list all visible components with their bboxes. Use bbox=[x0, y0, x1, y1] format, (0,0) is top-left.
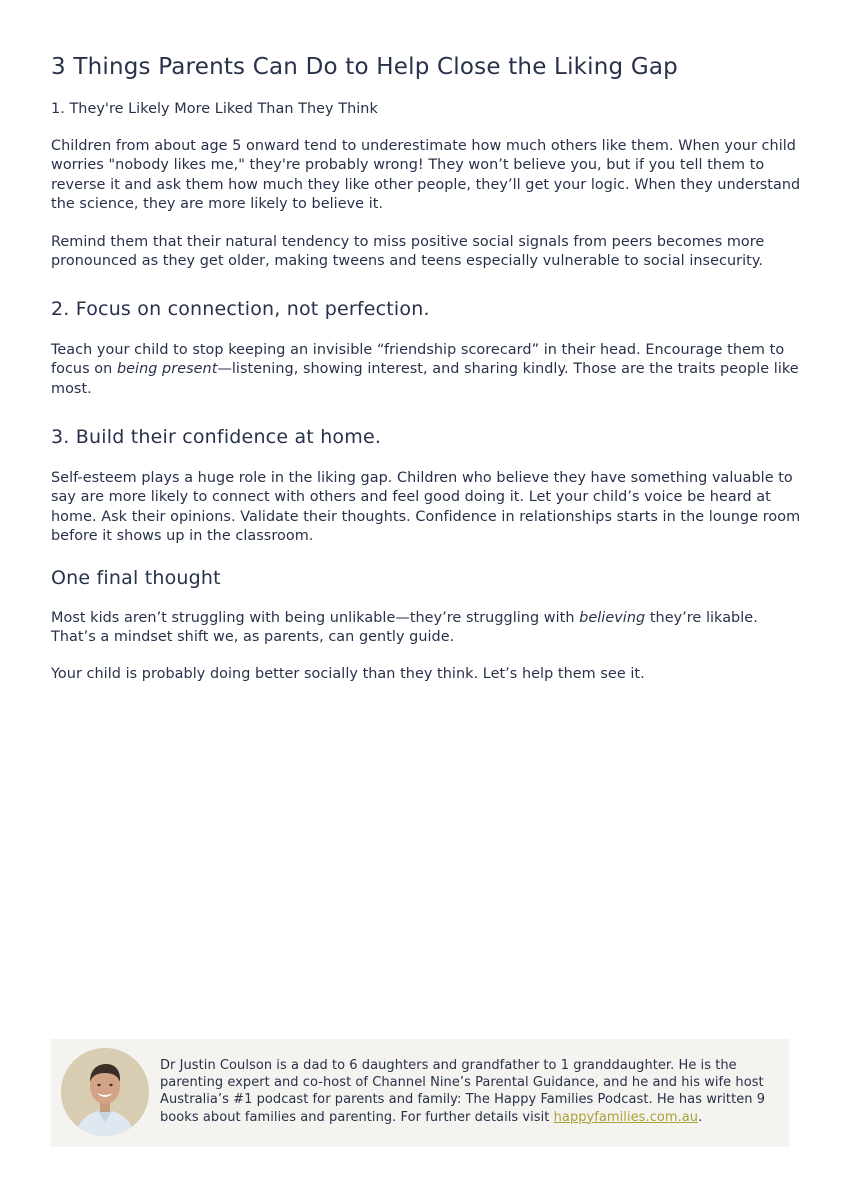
section-2-text-end: —listening, showing interest, and sharing kindly. Those are the traits people like most. bbox=[51, 361, 799, 397]
section-2-paragraph bbox=[51, 341, 803, 399]
final-thought-heading: One final thought bbox=[51, 567, 221, 589]
author-bio-end: . bbox=[698, 1109, 703, 1125]
section-2-heading: 2. Focus on connection, not perfection. bbox=[51, 298, 430, 320]
author-bio-text bbox=[160, 1057, 782, 1126]
section-3-paragraph: Self-esteem plays a huge role in the liking gap. Children who believe they have something valuable to say are more likely to connect with others and feel good doing it. Let your child’s voice be heard at home. Ask their opinions. Validate their thoughts. Confidence in relationships starts in the lounge room before it shows up in the classroom. bbox=[51, 470, 801, 544]
final-text-start: Most kids aren’t struggling with being unlikable—they’re struggling with bbox=[51, 610, 580, 626]
author-bio-description: Dr Justin Coulson is a dad to 6 daughters and grandfather to 1 granddaughter. He is the parenting expert and co-host of Channel Nine’s Parental Guidance, and he and his wife host Australia’s #1 podcast for parents and family: The Happy Families Podcast. He has written 9 books about families and parenting. For further details visit bbox=[160, 1058, 766, 1125]
section-1-heading: 1. They're Likely More Liked Than They Think bbox=[51, 101, 378, 117]
section-1-paragraph-1: Children from about age 5 onward tend to underestimate how much others like them. When your child worries "nobody likes me," they're probably wrong! They won’t believe you, but if you tell them to reverse it and ask them how much they like other people, they’ll get your logic. When they understand the science, they are more likely to believe it. bbox=[51, 138, 801, 212]
section-3-heading: 3. Build their confidence at home. bbox=[51, 426, 382, 448]
author-avatar bbox=[61, 1048, 149, 1136]
section-2-emphasis: being present bbox=[116, 361, 218, 378]
final-text-end: they’re likable. That’s a mindset shift we, as parents, can gently guide. bbox=[51, 610, 758, 646]
author-bio-box bbox=[51, 1039, 789, 1147]
section-2-text-start: Teach your child to stop keeping an invisible “friendship scorecard” in their head. Encourage them to focus on bbox=[51, 342, 785, 378]
final-emphasis: believing bbox=[579, 610, 646, 626]
final-thought-paragraph-2: Your child is probably doing better socially than they think. Let’s help them see it. bbox=[51, 666, 645, 682]
author-website-link[interactable]: happyfamilies.com.au bbox=[553, 1109, 699, 1125]
final-thought-paragraph-1 bbox=[51, 609, 803, 648]
article-title: 3 Things Parents Can Do to Help Close the Liking Gap bbox=[51, 54, 678, 80]
section-1-paragraph-2: Remind them that their natural tendency to miss positive social signals from peers becomes more pronounced as they get older, making tweens and teens especially vulnerable to social insecurity. bbox=[51, 234, 765, 270]
